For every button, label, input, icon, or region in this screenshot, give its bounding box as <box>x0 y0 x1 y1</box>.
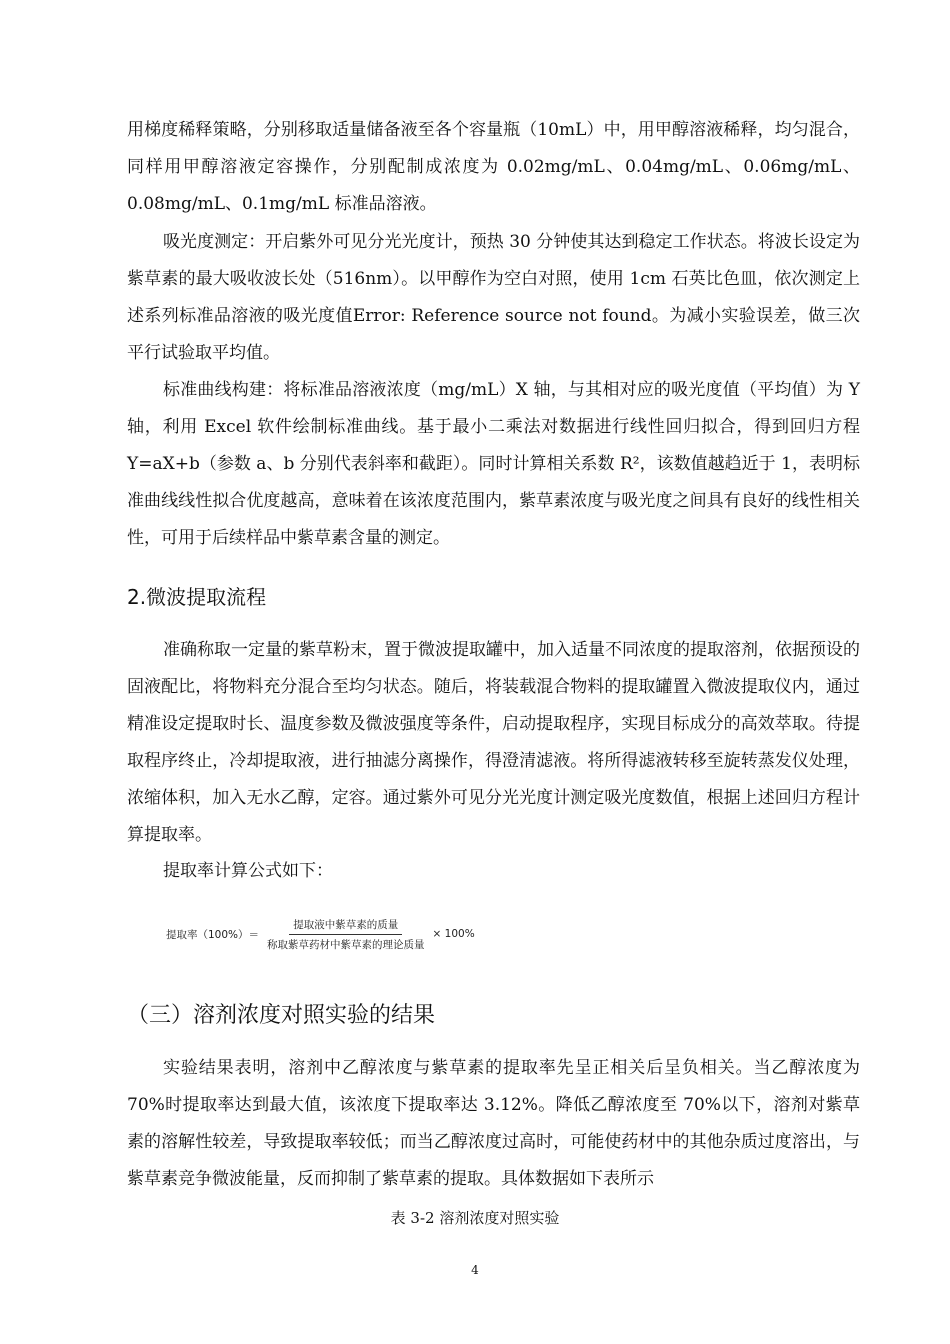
table-caption: 表 3-2 溶剂浓度对照实验 <box>390 1209 560 1227</box>
paragraph-results: 实验结果表明，溶剂中乙醇浓度与紫草素的提取率先呈正相关后呈负相关。当乙醇浓度为 70%时提取率达到最大值，该浓度下提取率达 3.12%。降低乙醇浓度至 70%以下，溶剂对紫草素的溶解性较差，导致提取率较低；而当乙醇浓度过高时，可能使药材中的其他杂质过度溶出，与紫草素竞争微波能量，反而抑制了紫草素的提取。具体数据如下表所示 <box>127 1058 860 1189</box>
section-heading-results: （三）溶剂浓度对照实验的结果 <box>127 1003 436 1028</box>
paragraph-formula-intro: 提取率计算公式如下： <box>163 861 333 881</box>
page-number: 4 <box>471 1263 479 1277</box>
paragraph-absorbance: 吸光度测定：开启紫外可见分光光度计，预热 30 分钟使其达到稳定工作状态。将波长设定为紫草素的最大吸收波长处（516nm）。以甲醇作为空白对照，使用 1cm 石英比色皿，依次测定上述系列标准品溶液的吸光度值Error: Reference source not found。为减小实验误差，做三次平行试验取平均值。 <box>127 232 860 363</box>
formula-rhs: × 100% <box>432 928 475 940</box>
formula-denominator: 称取紫草药材中紫草素的理论质量 <box>267 938 425 951</box>
section-heading-microwave: 2.微波提取流程 <box>127 585 267 609</box>
formula-fraction <box>263 917 429 952</box>
paragraph-dilution: 用梯度稀释策略，分别移取适量储备液至各个容量瓶（10mL）中，用甲醇溶液稀释，均匀混合，同样用甲醇溶液定容操作，分别配制成浓度为 0.02mg/mL、0.04mg/mL、0.06mg/mL、0.08mg/mL、0.1mg/mL 标准品溶液。 <box>127 120 860 214</box>
paragraph-standard-curve: 标准曲线构建：将标准品溶液浓度（mg/mL）X 轴，与其相对应的吸光度值（平均值）为 Y 轴，利用 Excel 软件绘制标准曲线。基于最小二乘法对数据进行线性回归拟合，得到回归方程 Y=aX+b（参数 a、b 分别代表斜率和截距）。同时计算相关系数 R²，该数值越趋近于 1，表明标准曲线线性拟合优度越高，意味着在该浓度范围内，紫草素浓度与吸光度之间具有良好的线性相关性，可用于后续样品中紫草素含量的测定。 <box>127 380 860 548</box>
formula-numerator: 提取液中紫草素的质量 <box>289 917 402 935</box>
extraction-rate-formula <box>166 916 475 952</box>
paragraph-extraction-process: 准确称取一定量的紫草粉末，置于微波提取罐中，加入适量不同浓度的提取溶剂，依据预设的固液配比，将物料充分混合至均匀状态。随后，将装载混合物料的提取罐置入微波提取仪内，通过精准设定提取时长、温度参数及微波强度等条件，启动提取程序，实现目标成分的高效萃取。待提取程序终止，冷却提取液，进行抽滤分离操作，得澄清滤液。将所得滤液转移至旋转蒸发仪处理，浓缩体积，加入无水乙醇，定容。通过紫外可见分光光度计测定吸光度数值，根据上述回归方程计算提取率。 <box>127 640 860 845</box>
formula-lhs: 提取率（100%）＝ <box>166 928 260 941</box>
